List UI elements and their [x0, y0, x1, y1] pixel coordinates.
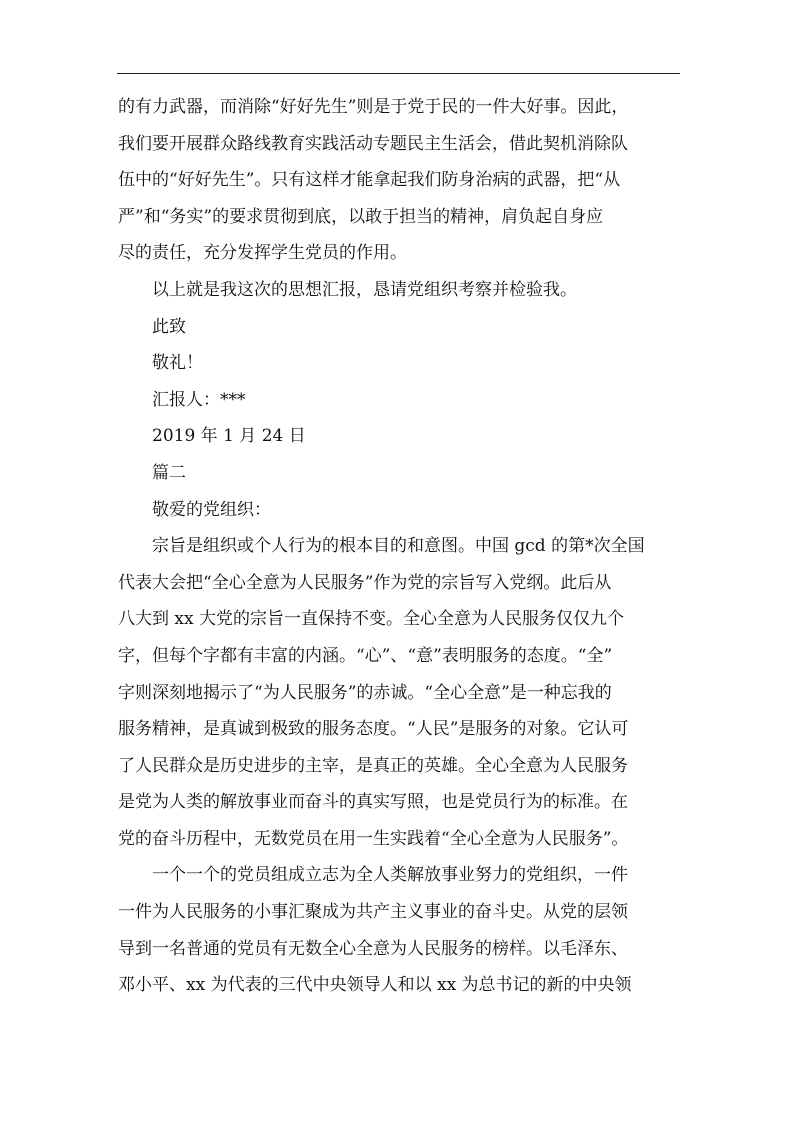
document-body [118, 89, 682, 1004]
text-line: 敬礼！ [152, 353, 203, 374]
text-line: 尽的责任，充分发挥学生党员的作用。 [118, 243, 407, 264]
text-line: 篇二 [152, 462, 186, 483]
text-line: 是党为人类的解放事业而奋斗的真实写照，也是党员行为的标准。在 [118, 792, 628, 813]
text-line: 一件为人民服务的小事汇聚成为共产主义事业的奋斗史。从党的层领 [118, 902, 628, 923]
text-line: 我们要开展群众路线教育实践活动专题民主生活会，借此契机消除队 [118, 133, 628, 154]
header-rule [117, 73, 680, 74]
text-line: 导到一名普通的党员有无数全心全意为人民服务的榜样。以毛泽东、 [118, 938, 628, 959]
text-line: 以上就是我这次的思想汇报，恳请党组织考察并检验我。 [152, 279, 577, 300]
text-line: 伍中的“好好先生”。只有这样才能拿起我们防身治病的武器，把“从 [118, 170, 621, 191]
text-line: 宗旨是组织或个人行为的根本目的和意图。中国 gcd 的第*次全国 [152, 536, 645, 557]
text-line: 服务精神，是真诚到极致的服务态度。“人民”是服务的对象。它认可 [118, 719, 629, 740]
text-line: 了人民群众是历史进步的主宰，是真正的英雄。全心全意为人民服务 [118, 755, 628, 776]
text-line: 一个一个的党员组成立志为全人类解放事业努力的党组织，一件 [152, 865, 628, 886]
text-line: 代表大会把“全心全意为人民服务”作为党的宗旨写入党纲。此后从 [118, 572, 612, 593]
text-line: 字，但每个字都有丰富的内涵。“心”、“意”表明服务的态度。“全” [118, 645, 613, 666]
text-line: 字则深刻地揭示了“为人民服务”的赤诚。“全心全意”是一种忘我的 [118, 682, 612, 703]
text-line: 严”和“务实”的要求贯彻到底，以敢于担当的精神，肩负起自身应 [118, 206, 604, 227]
text-line: 敬爱的党组织： [152, 499, 271, 520]
text-line: 汇报人：*** [152, 389, 246, 410]
text-line: 八大到 xx 大党的宗旨一直保持不变。全心全意为人民服务仅仅九个 [118, 609, 624, 630]
text-line: 的有力武器，而消除“好好先生”则是于党于民的一件大好事。因此， [118, 97, 629, 117]
text-line: 2019 年 1 月 24 日 [152, 426, 306, 447]
text-line: 邓小平、xx 为代表的三代中央领导人和以 xx 为总书记的新的中央领 [118, 975, 632, 996]
text-line: 党的奋斗历程中，无数党员在用一生实践着“全心全意为人民服务”。 [118, 828, 629, 849]
text-line: 此致 [152, 316, 186, 337]
